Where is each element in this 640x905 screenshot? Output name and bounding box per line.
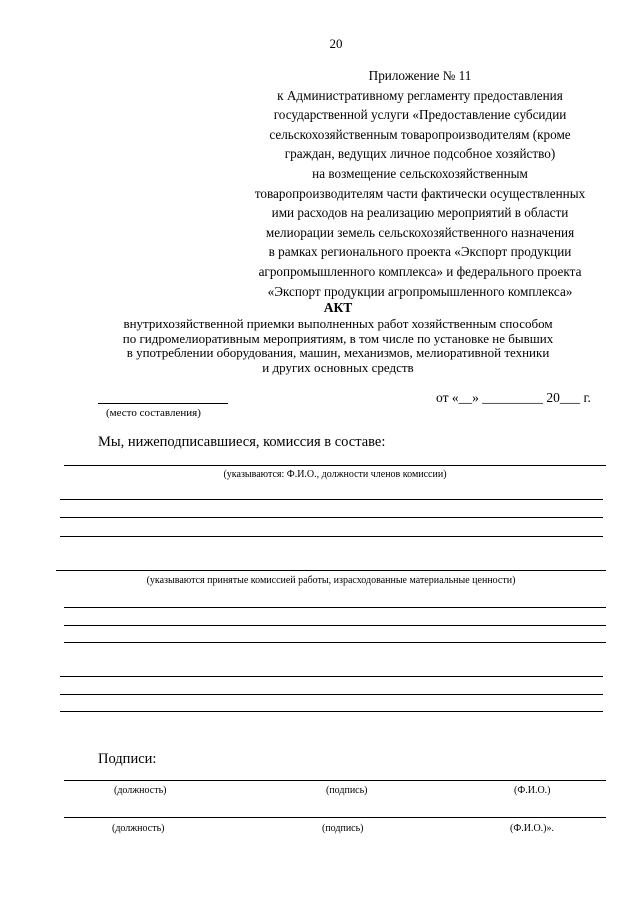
act-subtitle-line: в употреблении оборудования, машин, механизмов, мелиоративной техники bbox=[126, 345, 550, 361]
position-caption: (должность) bbox=[114, 785, 167, 796]
date-field[interactable]: от «__» _________ 20___ г. bbox=[436, 390, 591, 405]
appendix-line: на возмещение сельскохозяйственным bbox=[312, 165, 528, 181]
appendix-line: сельскохозяйственным товаропроизводителям (кроме bbox=[269, 126, 571, 142]
commission-text: Мы, нижеподписавшиеся, комиссия в составе: bbox=[98, 434, 386, 450]
act-subtitle-line: внутрихозяйственной приемки выполненных работ хозяйственным способом bbox=[123, 316, 553, 331]
appendix-line: Приложение № 11 bbox=[368, 68, 472, 83]
act-subtitle-line: и других основных средств bbox=[262, 359, 414, 375]
appendix-line: к Административному регламенту предоставления bbox=[277, 87, 563, 103]
works-caption: (указываются принятые комиссией работы, израсходованные материальные ценности) bbox=[146, 575, 516, 586]
appendix-line: граждан, ведущих личное подсобное хозяйство) bbox=[284, 146, 556, 162]
appendix-line: мелиорации земель сельскохозяйственного назначения bbox=[265, 224, 575, 240]
place-field-line[interactable] bbox=[98, 403, 228, 404]
position-caption: (должность) bbox=[112, 823, 165, 834]
act-subtitle bbox=[60, 317, 616, 375]
signatures-label: Подписи: bbox=[98, 751, 157, 767]
appendix-header bbox=[220, 66, 620, 301]
members-line[interactable] bbox=[64, 465, 606, 466]
act-subtitle-line: по гидромелиоративным мероприятиям, в том числе по установке не бывших bbox=[122, 330, 554, 346]
blank-line[interactable] bbox=[64, 625, 606, 626]
appendix-line: в рамках регионального проекта «Экспорт продукции bbox=[268, 244, 572, 260]
blank-line[interactable] bbox=[60, 694, 603, 695]
members-caption: (указываются: Ф.И.О., должности членов комиссии) bbox=[223, 469, 447, 480]
signature-caption: (подпись) bbox=[326, 785, 368, 796]
blank-line[interactable] bbox=[60, 499, 603, 500]
name-caption: (Ф.И.О.)». bbox=[510, 823, 555, 834]
blank-line[interactable] bbox=[60, 711, 603, 712]
act-title: АКТ bbox=[323, 300, 353, 315]
appendix-line: «Экспорт продукции агропромышленного комплекса» bbox=[267, 283, 573, 299]
appendix-line: товаропроизводителям части фактически осуществленных bbox=[254, 185, 586, 201]
signature-caption: (подпись) bbox=[322, 823, 364, 834]
blank-line[interactable] bbox=[60, 517, 603, 518]
works-line[interactable] bbox=[56, 570, 606, 571]
page-number: 20 bbox=[329, 36, 343, 51]
blank-line[interactable] bbox=[60, 676, 603, 677]
name-caption: (Ф.И.О.) bbox=[514, 785, 551, 796]
blank-line[interactable] bbox=[60, 536, 603, 537]
place-caption: (место составления) bbox=[106, 407, 201, 419]
blank-line[interactable] bbox=[64, 607, 606, 608]
signature-line[interactable] bbox=[64, 780, 606, 781]
appendix-line: государственной услуги «Предоставление субсидии bbox=[273, 107, 567, 123]
appendix-line: ими расходов на реализацию мероприятий в области bbox=[271, 205, 569, 221]
signature-line[interactable] bbox=[64, 817, 606, 818]
blank-line[interactable] bbox=[64, 642, 606, 643]
appendix-line: агропромышленного комплекса» и федерального проекта bbox=[258, 263, 582, 279]
